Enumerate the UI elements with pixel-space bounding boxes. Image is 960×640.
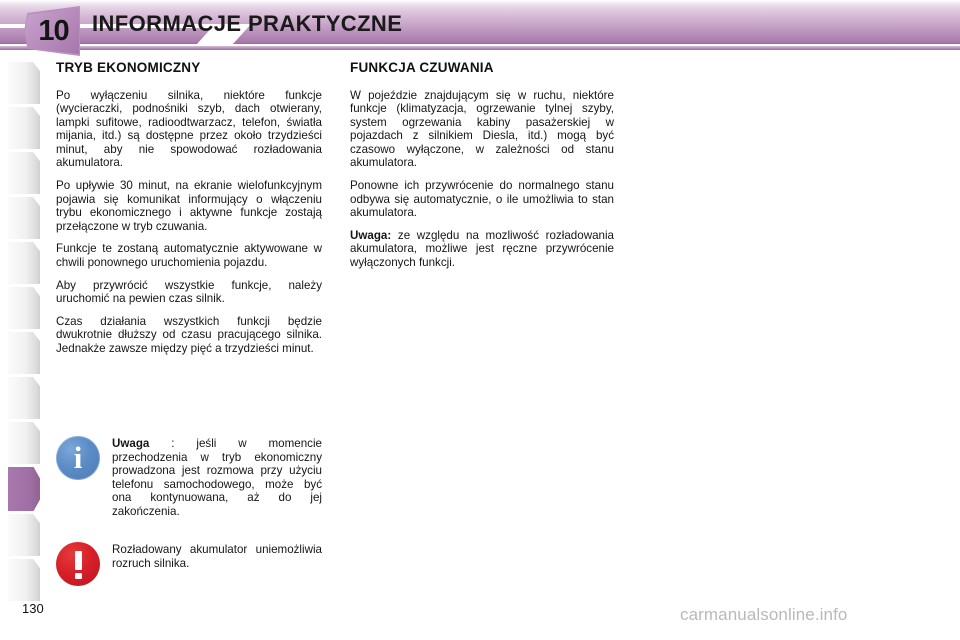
- right-paragraph-1: W pojeździe znajdującym się w ruchu, niektóre funkcje (klimatyzacja, ogrzewanie tylnej szyby, system ogrzewania kabiny pasażerskiej w pojazdach z silnikiem Diesla, itd.) mogą być czasowo wyłączone, w zależności od stanu akumulatora.: [350, 88, 614, 170]
- warning-callout-text: [112, 542, 322, 570]
- sidebar-tab-10-active[interactable]: [8, 467, 40, 511]
- left-paragraph-3: Funkcje te zostaną automatycznie aktywowane w chwili ponownego uruchomienia pojazdu.: [56, 242, 322, 270]
- right-note-label: Uwaga:: [350, 228, 392, 242]
- info-callout-label: Uwaga: [112, 437, 150, 450]
- page-header: [0, 0, 960, 54]
- sidebar-tab-1[interactable]: [8, 62, 40, 104]
- left-paragraph-4: Aby przywrócić wszystkie funkcje, należy uruchomić na pewien czas silnik.: [56, 278, 322, 306]
- sidebar-tab-7[interactable]: [8, 332, 40, 374]
- watermark: carmanualsonline.info: [680, 605, 848, 624]
- chapter-tab-rail: [8, 62, 40, 610]
- warning-icon-circle: [56, 542, 100, 586]
- sidebar-tab-2[interactable]: [8, 107, 40, 149]
- sidebar-tab-8[interactable]: [8, 377, 40, 419]
- sidebar-tab-11[interactable]: [8, 514, 40, 556]
- right-note-text: ze względu na mozliwość rozładowania akumulatora, możliwe jest ręczne przywrócenie wyłączonych funkcji.: [350, 228, 614, 270]
- sidebar-tab-6[interactable]: [8, 287, 40, 329]
- warning-callout-paragraph: Rozładowany akumulator uniemożliwia rozruch silnika.: [112, 543, 322, 570]
- sidebar-tab-4[interactable]: [8, 197, 40, 239]
- page-number: 130: [22, 601, 44, 616]
- right-note: [350, 229, 614, 270]
- info-callout-body: : jeśli w momencie przechodzenia w tryb ekonomiczny prowadzona jest rozmowa przy użyciu telefonu samochodowego, może być ona kontynuowana, aż do jej zakończenia.: [112, 437, 322, 518]
- info-callout-text: [112, 436, 322, 519]
- left-paragraph-5: Czas działania wszystkich funkcji będzie dwukrotnie dłuższy od czasu pracującego silnika. Jednakże zawsze między pięć a trzydzieści minut.: [56, 314, 322, 356]
- left-paragraph-1: Po wyłączeniu silnika, niektóre funkcje (wycieraczki, podnośniki szyb, dach otwierany, lampki sufitowe, radioodtwarzacz, telefon, światła mijania, itd.) są dostępne przez około trzydzieści minut, aby nie spowodować rozładowania akumulatora.: [56, 88, 322, 170]
- page-title: INFORMACJE PRAKTYCZNE: [92, 11, 403, 36]
- left-text-column: [56, 60, 322, 356]
- info-callout-paragraph: [112, 437, 322, 519]
- chapter-number: 10: [38, 14, 69, 47]
- left-paragraph-2: Po upływie 30 minut, na ekranie wielofunkcyjnym pojawia się komunikat informujący o włączeniu trybu ekonomicznego i aktywne funkcje zostają przełączone w tryb czuwania.: [56, 179, 322, 233]
- info-icon: [56, 436, 102, 482]
- right-section-title: FUNKCJA CZUWANIA: [350, 60, 494, 75]
- sidebar-tab-9[interactable]: [8, 422, 40, 464]
- info-callout: [56, 436, 322, 519]
- info-icon-glyph: i: [73, 439, 83, 475]
- chapter-badge: [24, 6, 80, 56]
- left-section-title: TRYB EKONOMICZNY: [56, 60, 201, 75]
- sidebar-tab-12[interactable]: [8, 559, 40, 601]
- sidebar-tab-3[interactable]: [8, 152, 40, 194]
- right-text-column: [350, 60, 614, 270]
- warning-callout: [56, 542, 322, 588]
- warning-icon-bar: [75, 551, 82, 570]
- sidebar-tab-5[interactable]: [8, 242, 40, 284]
- header-rule-white-bottom: [0, 50, 960, 53]
- info-icon-circle: [56, 436, 100, 480]
- right-paragraph-2: Ponowne ich przywrócenie do normalnego stanu odbywa się automatycznie, o ile umożliwia to stan akumulatora.: [350, 179, 614, 220]
- warning-icon-dot: [75, 573, 82, 579]
- warning-icon: [56, 542, 102, 588]
